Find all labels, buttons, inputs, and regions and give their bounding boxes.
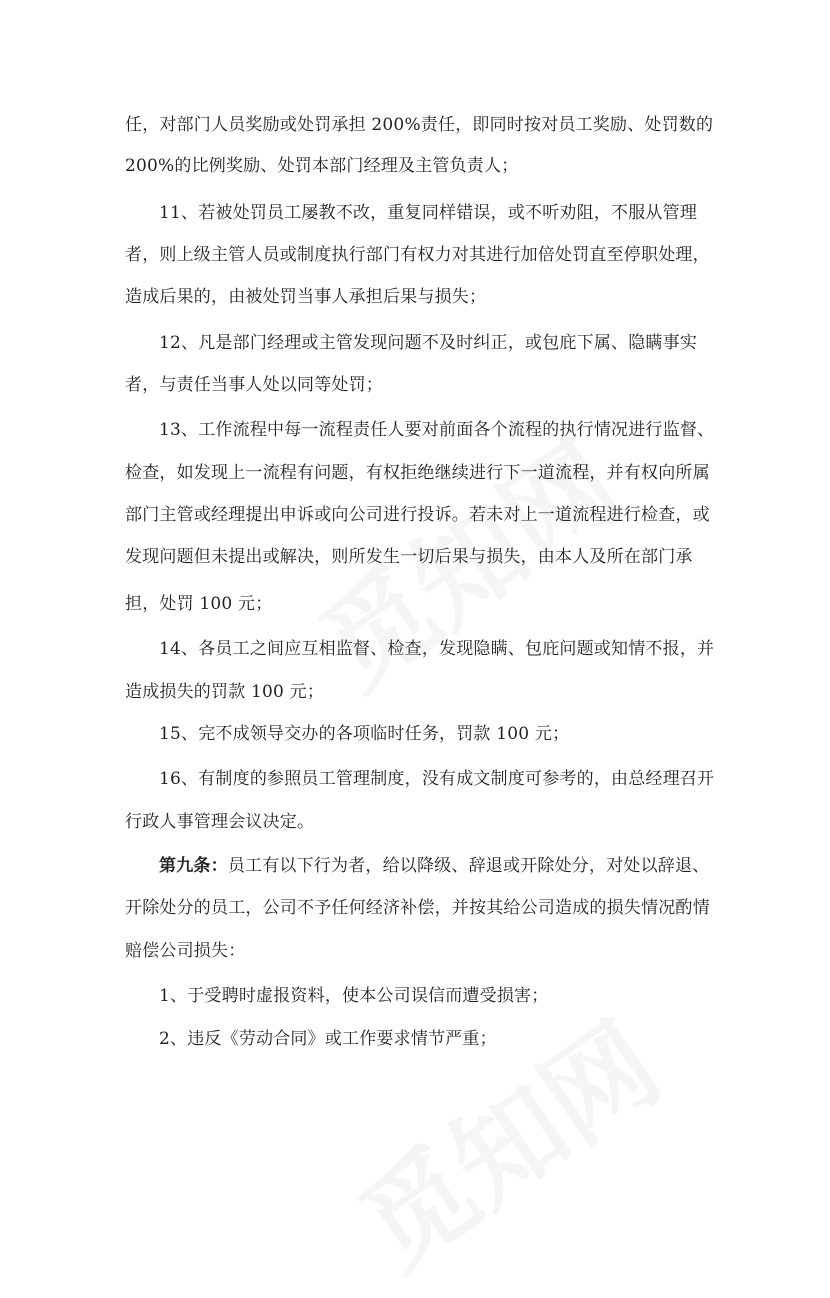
paragraph-line: 部门主管或经理提出申诉或向公司进行投诉。若未对上一道流程进行检查，或 xyxy=(125,505,710,525)
clause-13-line: 13、工作流程中每一流程责任人要对前面各个流程的执行情况进行监督、 xyxy=(159,420,715,440)
paragraph-line: 担，处罚 100 元； xyxy=(125,594,273,614)
paragraph-line: 开除处分的员工，公司不予任何经济补偿，并按其给公司造成的损失情况酌情 xyxy=(125,898,710,918)
paragraph-line: 任，对部门人员奖励或处罚承担 200%责任，即同时按对员工奖励、处罚数的 xyxy=(125,115,714,135)
article-9-text: 员工有以下行为者，给以降级、辞退或开除处分，对处以辞退、 xyxy=(227,856,710,876)
item-2-line: 2、违反《劳动合同》或工作要求情节严重； xyxy=(159,1029,497,1049)
paragraph-line: 者，与责任当事人处以同等处罚； xyxy=(125,375,383,395)
paragraph-line: 200%的比例奖励、处罚本部门经理及主管负责人； xyxy=(125,156,519,176)
article-9-label: 第九条： xyxy=(159,856,228,876)
paragraph-line: 发现问题但未提出或解决，则所发生一切后果与损失，由本人及所在部门承 xyxy=(125,547,693,567)
paragraph-line: 造成后果的，由被处罚当事人承担后果与损失； xyxy=(125,287,487,307)
paragraph-line: 造成损失的罚款 100 元； xyxy=(125,682,325,702)
paragraph-line: 赔偿公司损失： xyxy=(125,941,246,961)
paragraph-line: 者，则上级主管人员或制度执行部门有权力对其进行加倍处罚直至停职处理， xyxy=(125,245,710,265)
clause-14-line: 14、各员工之间应互相监督、检查，发现隐瞒、包庇问题或知情不报，并 xyxy=(159,639,715,659)
item-1-line: 1、于受聘时虚报资料，使本公司误信而遭受损害； xyxy=(159,986,549,1006)
article-9-line xyxy=(159,854,709,878)
clause-15-line: 15、完不成领导交办的各项临时任务，罚款 100 元； xyxy=(159,724,570,744)
paragraph-line: 检查，如发现上一流程有问题，有权拒绝继续进行下一道流程，并有权向所属 xyxy=(125,463,710,483)
clause-12-line: 12、凡是部门经理或主管发现问题不及时纠正，或包庇下属、隐瞒事实 xyxy=(159,333,698,353)
clause-16-line: 16、有制度的参照员工管理制度，没有成文制度可参考的，由总经理召开 xyxy=(159,769,715,789)
paragraph-line: 行政人事管理会议决定。 xyxy=(125,812,315,832)
clause-11-line: 11、若被处罚员工屡教不改，重复同样错误，或不听劝阻，不服从管理 xyxy=(159,203,698,223)
